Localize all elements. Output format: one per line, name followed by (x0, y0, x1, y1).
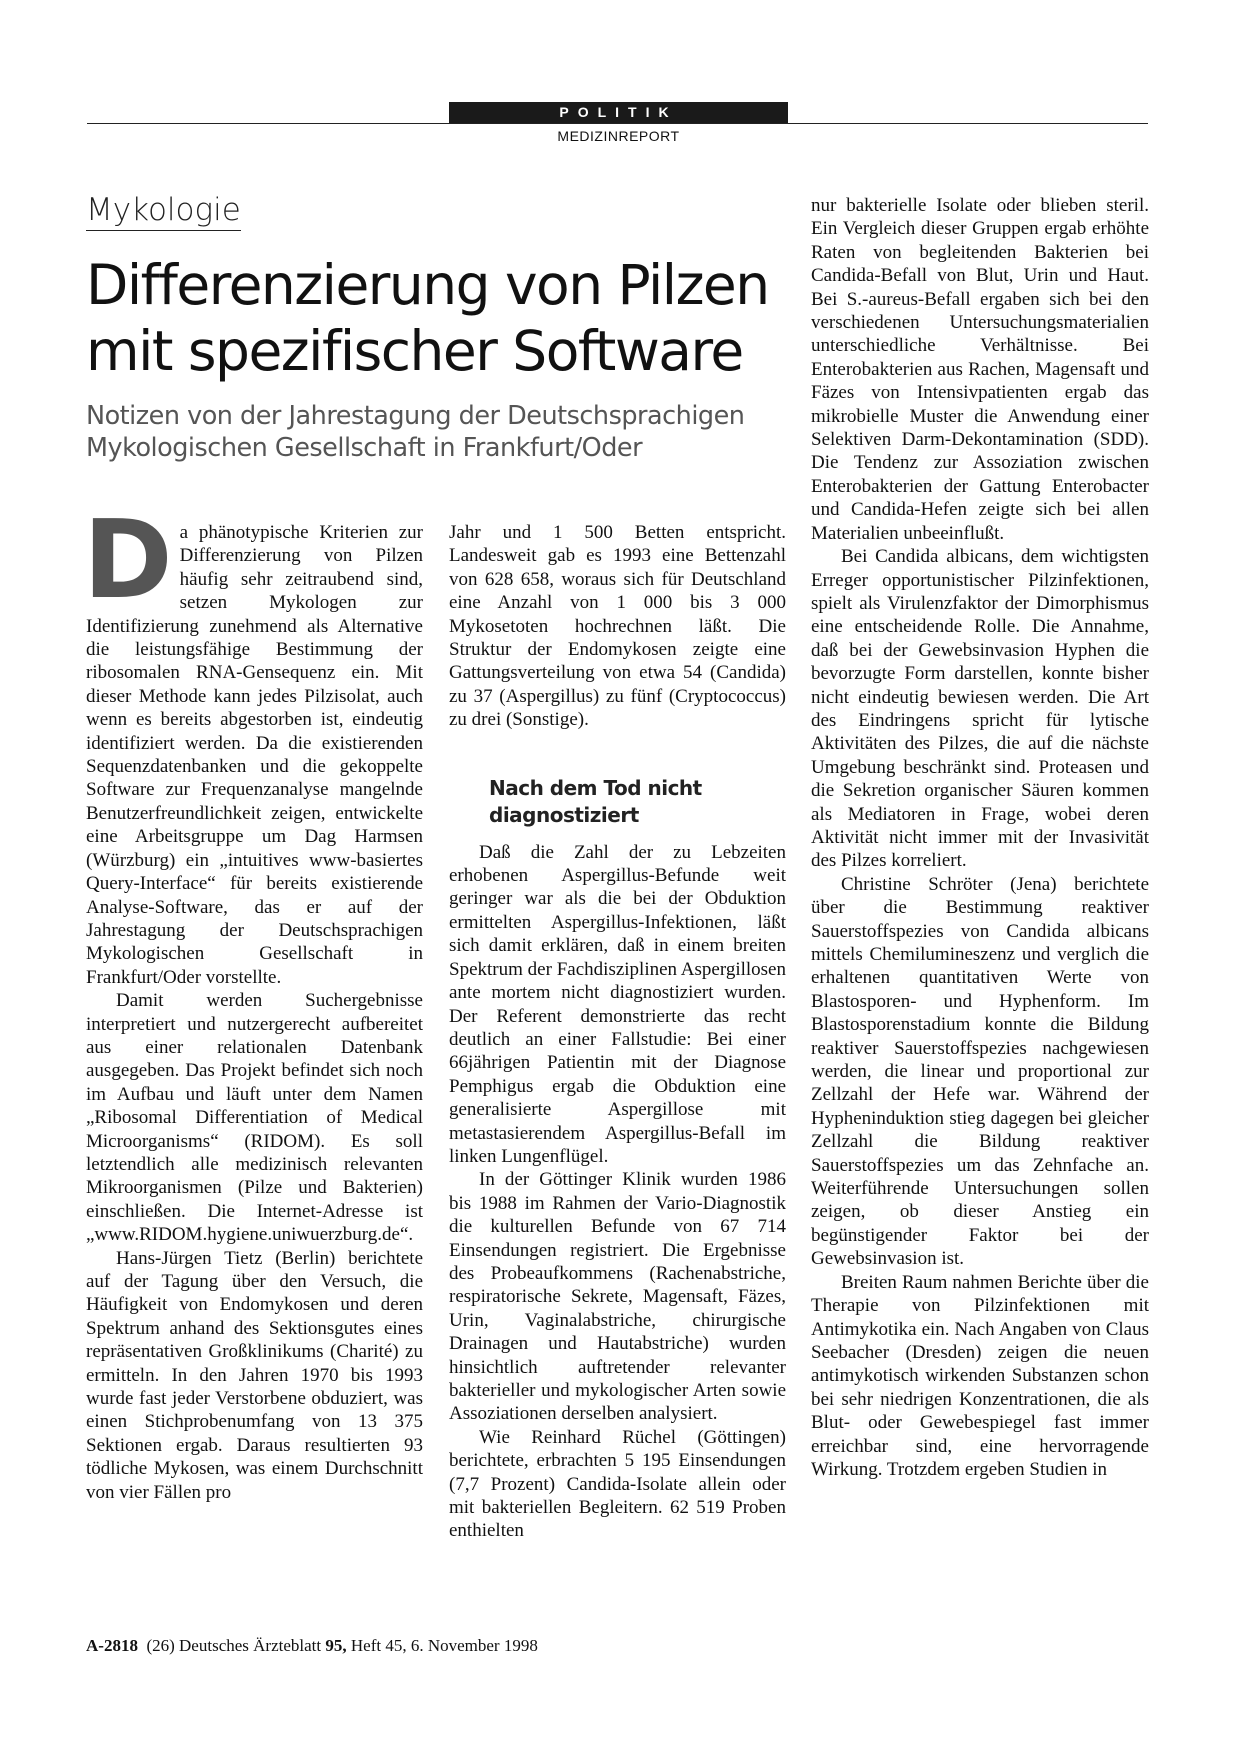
paragraph: a phänotypische Kriterien zur Differenzierung von Pilzen häufig sehr zeitraubend sind, setzen Mykologen zur Identifizierung zunehmend als Alternative die leistungsfähige Bestimmung der ribosomalen RNA-Gensequenz ein. Mit dieser Methode kann jedes Pilzisolat, auch wenn es bereits abgestorben ist, eindeutig identifiziert werden. Da die existierenden Sequenzdatenbanken und die gekoppelte Software zur Frequenzanalyse mangelnde Benutzerfreundlichkeit zeigen, entwickelte eine Arbeitsgruppe um Dag Harmsen (Würzburg) ein „intuitives www-basiertes Query-Interface“ für bereits existierende Analyse-Software, das er auf der Jahrestagung der Deutschsprachigen Mykologischen Gesellschaft in Frankfurt/Oder vorstellte. (86, 522, 423, 988)
text-column-3 (811, 194, 1149, 1481)
paragraph: Hans-Jürgen Tietz (Berlin) berichtete auf der Tagung über den Versuch, die Häufigkeit von Endomykosen und deren Spektrum anhand des Sektionsgutes eines repräsentativen Großklinikums (Charité) zu ermitteln. In den Jahren 1970 bis 1993 wurde fast jeder Verstorbene obduziert, was einen Stichprobenumfang von 13 375 Sektionen ergab. Daraus resultierten 93 tödliche Mykosen, was einem Durchschnitt von vier Fällen pro (86, 1247, 423, 1503)
text-column-2 (449, 521, 786, 1543)
paragraph: Daß die Zahl der zu Lebzeiten erhobenen Aspergillus-Befunde weit geringer war als die bei der Obduktion ermittelten Aspergillus-Infektionen, läßt sich damit erklären, daß in einem breiten Spektrum der Fachdisziplinen Aspergillosen ante mortem nicht diagnostiziert wurden. Der Referent demonstrierte das recht deutlich an einer Fallstudie: Bei einer 66jährigen Patientin mit der Diagnose Pemphigus ergab die Obduktion eine generalisierte Aspergillose mit metastasierendem Aspergillus-Befall im linken Lungenflügel. (449, 841, 786, 1167)
text-column-1 (83, 498, 423, 1504)
subtitle-line-2: Mykologischen Gesellschaft in Frankfurt/Oder (86, 433, 643, 463)
issue-date: Heft 45, 6. November 1998 (350, 1636, 538, 1655)
title-line-1: Differenzierung von Pilzen (86, 253, 769, 317)
page-footer (86, 1636, 538, 1656)
subtitle-line-1: Notizen von der Jahrestagung der Deutschsprachigen (86, 401, 745, 431)
paragraph: In der Göttinger Klinik wurden 1986 bis 1988 im Rahmen der Vario-Diagnostik die kulturellen Befunde von 67 714 Einsendungen registriert. Die Ergebnisse des Probeaufkommens (Rachenabstriche, respiratorische Sekrete, Magensaft, Fäzes, Urin, Vaginalabstriche, chirurgische Drainagen und Hautabstriche) wurden hinsichtlich auftretender relevanter bakterieller und mykologischer Arten sowie Assoziationen derselben analysiert. (449, 1169, 786, 1425)
paragraph: Bei Candida albicans, dem wichtigsten Erreger opportunistischer Pilzinfektionen, spielt als Virulenzfaktor der Dimorphismus eine entscheidende Rolle. Die Annahme, daß bei der Gewebsinvasion Hyphen die bevorzugte Form darstellen, konnte bisher nicht eindeutig bewiesen werden. Die Art des Eindringens spricht für lytische Aktivitäten des Pilzes, die auf die nächste Umgebung beschränkt sind. Proteasen und die Sekretion organischer Säuren kommen als Mediatoren in Frage, wobei deren Aktivität nicht immer mit der Invasivität des Pilzes korreliert. (811, 546, 1149, 872)
section-label: POLITIK (449, 102, 788, 123)
volume: 95, (325, 1636, 347, 1655)
subheading-line-1: Nach dem Tod nicht (489, 775, 702, 800)
section-subheading (489, 775, 786, 829)
page-number: (26) (146, 1636, 175, 1655)
subheading-line-2: diagnostiziert (489, 802, 639, 827)
subsection-label: MEDIZINREPORT (557, 128, 680, 144)
paragraph: Jahr und 1 500 Betten entspricht. Landesweit gab es 1993 eine Bettenzahl von 628 658, woraus sich für Deutschland eine Anzahl von 1 000 bis 3 000 Mykosetoten hochrechnen läßt. Die Struktur der Endomykosen zeigte eine Gattungsverteilung von etwa 54 (Candida) zu 37 (Aspergillus) zu fünf (Cryptococcus) zu drei (Sonstige). (449, 522, 786, 731)
article-kicker: Mykologie (86, 192, 241, 231)
title-line-2: mit spezifischer Software (86, 319, 743, 383)
paragraph: Breiten Raum nahmen Berichte über die Therapie von Pilzinfektionen mit Antimykotika ein. Nach Angaben von Claus Seebacher (Dresden) zeigen die neuen antimykotisch wirkenden Substanzen schon bei sehr niedrigen Konzentrationen, die als Blut- oder Gewebespiegel fast immer erreichbar sind, eine hervorragende Wirkung. Trotzdem ergeben Studien in (811, 1271, 1149, 1480)
article-subtitle (86, 400, 786, 464)
paragraph: Christine Schröter (Jena) berichtete über die Bestimmung reaktiver Sauerstoffspezies von Candida albicans mittels Chemilumineszenz und verglich die erhaltenen quantitativen Werte von Blastosporen- und Hyphenform. Im Blastosporenstadium konnte die Bildung reaktiver Sauerstoffspezies nachgewiesen werden, die linear und proportional zur Zellzahl der Hefe war. Während der Hypheninduktion stieg dagegen bei gleicher Zellzahl die Bildung reaktiver Sauerstoffspezies um das Zehnfache an. Weiterführende Untersuchungen sollen zeigen, ob dieser Anstieg ein begünstigender Faktor bei der Gewebsinvasion ist. (811, 873, 1149, 1270)
page-code: A-2818 (86, 1636, 138, 1655)
journal-name: Deutsches Ärzteblatt (179, 1636, 322, 1655)
drop-cap: D (83, 498, 173, 623)
header-rule (87, 123, 1148, 124)
paragraph: Wie Reinhard Rüchel (Göttingen) berichtete, erbrachten 5 195 Einsendungen (7,7 Prozent) Candida-Isolate allein oder mit bakteriellen Begleitern. 62 519 Proben enthielten (449, 1426, 786, 1542)
article-title (86, 252, 786, 384)
paragraph: Damit werden Suchergebnisse interpretiert und nutzergerecht aufbereitet aus einer relationalen Datenbank ausgegeben. Das Projekt befindet sich noch im Aufbau und läuft unter dem Namen „Ribosomal Differentiation of Medical Microorganisms“ (RIDOM). Es soll letztendlich alle medizinisch relevanten Mikroorganismen (Pilze und Bakterien) einschließen. Die Internet-Adresse ist „www.RIDOM.hygiene.uniwuerzburg.de“. (86, 990, 423, 1246)
paragraph: nur bakterielle Isolate oder blieben steril. Ein Vergleich dieser Gruppen ergab erhöhte Raten von begleitenden Bakterien bei Candida-Befall von Blut, Urin und Haut. Bei S.-aureus-Befall ergaben sich bei den verschiedenen Untersuchungsmaterialien unterschiedliche Verhältnisse. Bei Enterobakterien aus Rachen, Magensaft und Fäzes von Intensivpatienten ergab das mikrobielle Muster die Anwendung einer Selektiven Darm-Dekontamination (SDD). Die Tendenz zur Assoziation zwischen Enterobakterien der Gattung Enterobacter und Candida-Hefen zeigte sich bei allen Materialien unbeeinflußt. (811, 195, 1149, 544)
